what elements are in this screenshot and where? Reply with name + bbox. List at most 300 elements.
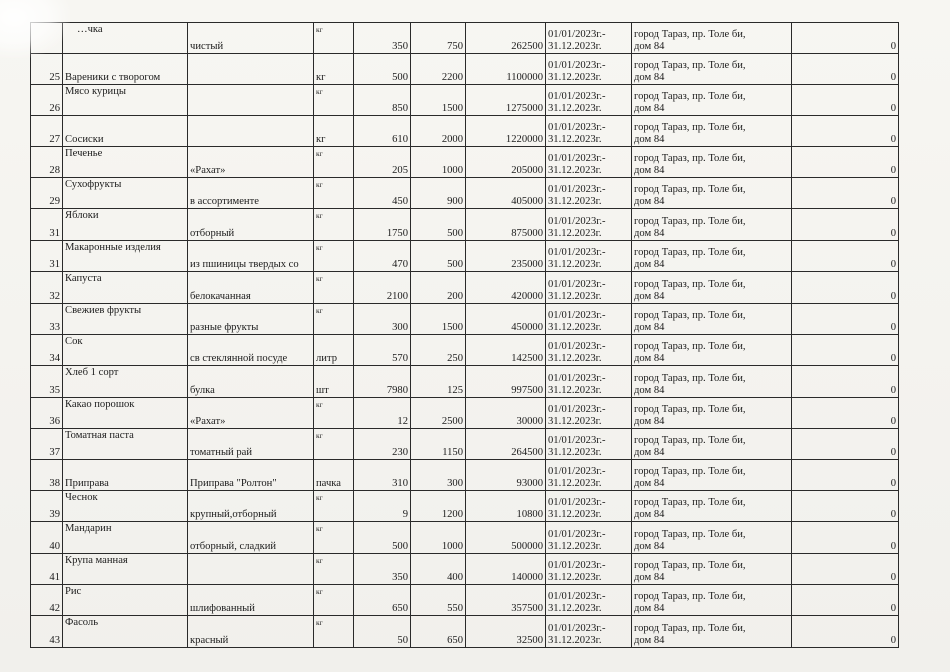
quantity: 50	[397, 634, 408, 646]
period-to: 31.12.2023г.	[548, 164, 602, 176]
table-row	[31, 303, 899, 334]
address-line-2: дом 84	[634, 603, 665, 615]
row-number-cell	[31, 490, 63, 521]
unit-cell	[314, 23, 354, 54]
row-number-cell	[31, 54, 63, 84]
total-cell	[466, 397, 546, 428]
period-cell	[546, 460, 632, 490]
total-cell	[466, 460, 546, 490]
row-number: 27	[49, 133, 60, 145]
address-cell	[632, 522, 792, 553]
price: 125	[447, 384, 463, 396]
period-to: 31.12.2023г.	[548, 227, 602, 239]
item-name-cell	[63, 146, 188, 177]
price-cell	[411, 84, 466, 115]
address-line-1: город Тараз, пр. Толе би,	[634, 91, 746, 103]
item-description-cell	[188, 460, 314, 490]
unit: литр	[316, 353, 338, 365]
item-name: Свежиев фрукты	[65, 304, 142, 316]
period-cell	[546, 272, 632, 303]
row-number: 25	[49, 71, 60, 83]
period-from: 01/01/2023г.-	[548, 497, 606, 509]
item-description: «Рахат»	[190, 164, 226, 176]
amount: 0	[890, 321, 896, 333]
total: 235000	[511, 259, 543, 271]
amount-cell	[792, 177, 899, 208]
table-row	[31, 23, 899, 54]
quantity-cell	[354, 209, 411, 240]
address-line-1: город Тараз, пр. Толе би,	[634, 560, 746, 572]
quantity: 350	[392, 41, 408, 53]
item-description-cell	[188, 177, 314, 208]
price-cell	[411, 272, 466, 303]
row-number-cell	[31, 522, 63, 553]
quantity: 470	[392, 259, 408, 271]
address-cell	[632, 240, 792, 271]
quantity-cell	[354, 460, 411, 490]
address-cell	[632, 334, 792, 365]
price-cell	[411, 334, 466, 365]
unit: пачка	[316, 477, 341, 489]
address-line-2: дом 84	[634, 227, 665, 239]
price-cell	[411, 429, 466, 460]
total-cell	[466, 177, 546, 208]
address-line-2: дом 84	[634, 164, 665, 176]
quantity-cell	[354, 553, 411, 584]
row-number-cell	[31, 84, 63, 115]
row-number: 39	[49, 509, 60, 521]
address-cell	[632, 177, 792, 208]
address-cell	[632, 54, 792, 84]
row-number-cell	[31, 334, 63, 365]
unit-cell	[314, 460, 354, 490]
unit: шт	[316, 384, 329, 396]
address-cell	[632, 116, 792, 146]
item-description: крупный,отборный	[190, 509, 277, 521]
amount-cell	[792, 54, 899, 84]
table-row	[31, 116, 899, 146]
quantity: 310	[392, 477, 408, 489]
table-row	[31, 272, 899, 303]
item-description: в ассортименте	[190, 196, 259, 208]
total: 1220000	[505, 133, 543, 145]
item-name: Крупа манная	[65, 554, 128, 566]
item-name-cell	[63, 54, 188, 84]
price-cell	[411, 177, 466, 208]
unit-cell	[314, 272, 354, 303]
unit: кг	[316, 524, 323, 534]
item-name: Фасоль	[65, 617, 99, 629]
quantity: 2100	[386, 290, 408, 302]
period-cell	[546, 177, 632, 208]
item-name-cell	[63, 460, 188, 490]
quantity-cell	[354, 146, 411, 177]
quantity-cell	[354, 23, 411, 54]
item-name-cell	[63, 522, 188, 553]
row-number: 43	[49, 634, 60, 646]
item-name-cell	[63, 397, 188, 428]
address-line-1: город Тараз, пр. Толе би,	[634, 184, 746, 196]
item-description-cell	[188, 490, 314, 521]
period-cell	[546, 585, 632, 616]
address-line-2: дом 84	[634, 71, 665, 83]
period-cell	[546, 209, 632, 240]
item-name-cell	[63, 490, 188, 521]
quantity-cell	[354, 54, 411, 84]
row-number: 37	[49, 447, 60, 459]
address-line-2: дом 84	[634, 477, 665, 489]
address-cell	[632, 84, 792, 115]
price-cell	[411, 490, 466, 521]
amount-cell	[792, 84, 899, 115]
row-number: 38	[49, 477, 60, 489]
row-number-cell	[31, 146, 63, 177]
item-description-cell	[188, 397, 314, 428]
price-cell	[411, 146, 466, 177]
row-number-cell	[31, 177, 63, 208]
table-row	[31, 397, 899, 428]
amount-cell	[792, 116, 899, 146]
price-cell	[411, 54, 466, 84]
unit: кг	[316, 211, 323, 221]
row-number-cell	[31, 240, 63, 271]
amount-cell	[792, 397, 899, 428]
price-cell	[411, 23, 466, 54]
period-cell	[546, 616, 632, 647]
period-from: 01/01/2023г.-	[548, 560, 606, 572]
table-row	[31, 490, 899, 521]
table-row	[31, 240, 899, 271]
address-line-1: город Тараз, пр. Толе би,	[634, 341, 746, 353]
unit: кг	[316, 492, 323, 502]
amount: 0	[890, 384, 896, 396]
quantity: 500	[392, 540, 408, 552]
total: 93000	[516, 477, 543, 489]
amount: 0	[890, 71, 896, 83]
period-from: 01/01/2023г.-	[548, 91, 606, 103]
period-from: 01/01/2023г.-	[548, 404, 606, 416]
unit: кг	[316, 274, 323, 284]
amount: 0	[890, 634, 896, 646]
amount-cell	[792, 23, 899, 54]
period-to: 31.12.2023г.	[548, 447, 602, 459]
address-line-2: дом 84	[634, 41, 665, 53]
address-line-1: город Тараз, пр. Толе би,	[634, 435, 746, 447]
address-cell	[632, 303, 792, 334]
amount-cell	[792, 303, 899, 334]
row-number: 32	[49, 290, 60, 302]
row-number-cell	[31, 429, 63, 460]
amount-cell	[792, 366, 899, 397]
total-cell	[466, 553, 546, 584]
item-description: св стеклянной посуде	[190, 353, 288, 365]
item-description-cell	[188, 272, 314, 303]
item-name-cell	[63, 616, 188, 647]
price: 200	[447, 290, 463, 302]
address-line-1: город Тараз, пр. Толе би,	[634, 528, 746, 540]
total: 1275000	[505, 103, 543, 115]
period-to: 31.12.2023г.	[548, 41, 602, 53]
item-description-cell	[188, 522, 314, 553]
total: 205000	[511, 164, 543, 176]
item-description-cell	[188, 23, 314, 54]
period-cell	[546, 240, 632, 271]
row-number-cell	[31, 553, 63, 584]
quantity: 12	[397, 416, 408, 428]
row-number-cell	[31, 397, 63, 428]
period-from: 01/01/2023г.-	[548, 247, 606, 259]
item-description-cell	[188, 303, 314, 334]
total: 405000	[511, 196, 543, 208]
address-line-1: город Тараз, пр. Толе би,	[634, 622, 746, 634]
price: 1000	[441, 164, 463, 176]
address-line-1: город Тараз, пр. Толе би,	[634, 465, 746, 477]
item-description: отборный, сладкий	[190, 540, 277, 552]
unit: кг	[316, 148, 323, 158]
item-description: шлифованный	[190, 603, 255, 615]
price: 550	[447, 603, 463, 615]
row-number: 36	[49, 416, 60, 428]
table-row	[31, 460, 899, 490]
address-line-2: дом 84	[634, 353, 665, 365]
quantity-cell	[354, 240, 411, 271]
item-description-cell	[188, 616, 314, 647]
address-line-1: город Тараз, пр. Толе би,	[634, 591, 746, 603]
row-number: 42	[49, 603, 60, 615]
unit-cell	[314, 303, 354, 334]
table-row	[31, 429, 899, 460]
period-from: 01/01/2023г.-	[548, 372, 606, 384]
amount-cell	[792, 429, 899, 460]
table-row	[31, 84, 899, 115]
amount-cell	[792, 553, 899, 584]
price-cell	[411, 209, 466, 240]
address-line-2: дом 84	[634, 447, 665, 459]
row-number: 33	[49, 321, 60, 333]
address-line-1: город Тараз, пр. Толе би,	[634, 404, 746, 416]
item-name-cell	[63, 240, 188, 271]
quantity-cell	[354, 585, 411, 616]
quantity-cell	[354, 522, 411, 553]
unit: кг	[316, 133, 326, 145]
procurement-table-body	[31, 23, 899, 648]
period-cell	[546, 146, 632, 177]
period-from: 01/01/2023г.-	[548, 465, 606, 477]
unit-cell	[314, 522, 354, 553]
period-cell	[546, 303, 632, 334]
period-to: 31.12.2023г.	[548, 603, 602, 615]
item-description: из пшиницы твердых со	[190, 259, 299, 271]
amount: 0	[890, 477, 896, 489]
unit-cell	[314, 240, 354, 271]
period-cell	[546, 54, 632, 84]
quantity-cell	[354, 334, 411, 365]
quantity-cell	[354, 272, 411, 303]
period-from: 01/01/2023г.-	[548, 59, 606, 71]
item-description-cell	[188, 209, 314, 240]
total: 420000	[511, 290, 543, 302]
total-cell	[466, 616, 546, 647]
unit-cell	[314, 429, 354, 460]
item-description: разные фрукты	[190, 321, 259, 333]
quantity-cell	[354, 116, 411, 146]
price-cell	[411, 616, 466, 647]
address-line-1: город Тараз, пр. Толе би,	[634, 278, 746, 290]
period-to: 31.12.2023г.	[548, 384, 602, 396]
unit-cell	[314, 397, 354, 428]
address-line-2: дом 84	[634, 509, 665, 521]
price-cell	[411, 460, 466, 490]
quantity: 500	[392, 71, 408, 83]
total-cell	[466, 366, 546, 397]
period-to: 31.12.2023г.	[548, 416, 602, 428]
amount: 0	[890, 196, 896, 208]
item-description-cell	[188, 146, 314, 177]
price: 1200	[441, 509, 463, 521]
total-cell	[466, 334, 546, 365]
period-to: 31.12.2023г.	[548, 290, 602, 302]
total-cell	[466, 522, 546, 553]
total-cell	[466, 116, 546, 146]
item-description: томатный рай	[190, 447, 253, 459]
quantity: 650	[392, 603, 408, 615]
item-description-cell	[188, 54, 314, 84]
period-to: 31.12.2023г.	[548, 572, 602, 584]
item-description: Приправа "Ролтон"	[190, 477, 277, 489]
quantity: 9	[402, 509, 408, 521]
amount: 0	[890, 603, 896, 615]
quantity-cell	[354, 84, 411, 115]
period-to: 31.12.2023г.	[548, 477, 602, 489]
address-cell	[632, 429, 792, 460]
amount: 0	[890, 509, 896, 521]
amount-cell	[792, 240, 899, 271]
period-cell	[546, 429, 632, 460]
quantity-cell	[354, 366, 411, 397]
address-line-1: город Тараз, пр. Толе би,	[634, 59, 746, 71]
address-line-1: город Тараз, пр. Толе би,	[634, 121, 746, 133]
price: 250	[447, 353, 463, 365]
amount: 0	[890, 447, 896, 459]
unit-cell	[314, 334, 354, 365]
item-name: Макаронные изделия	[65, 241, 161, 253]
price-cell	[411, 397, 466, 428]
unit: кг	[316, 71, 326, 83]
address-cell	[632, 146, 792, 177]
price: 1500	[441, 321, 463, 333]
amount-cell	[792, 522, 899, 553]
quantity-cell	[354, 616, 411, 647]
address-line-2: дом 84	[634, 416, 665, 428]
item-description: красный	[190, 634, 229, 646]
amount-cell	[792, 585, 899, 616]
quantity: 300	[392, 321, 408, 333]
amount: 0	[890, 353, 896, 365]
unit-cell	[314, 146, 354, 177]
amount: 0	[890, 103, 896, 115]
price: 900	[447, 196, 463, 208]
total: 140000	[511, 572, 543, 584]
price: 1500	[441, 103, 463, 115]
item-name: Чеснок	[65, 491, 98, 503]
amount-cell	[792, 272, 899, 303]
item-name: Сосиски	[65, 133, 104, 145]
period-to: 31.12.2023г.	[548, 133, 602, 145]
item-name: Печенье	[65, 147, 103, 159]
address-line-1: город Тараз, пр. Толе би,	[634, 29, 746, 41]
unit-cell	[314, 84, 354, 115]
price: 500	[447, 227, 463, 239]
period-cell	[546, 334, 632, 365]
quantity-cell	[354, 303, 411, 334]
unit-cell	[314, 585, 354, 616]
total: 997500	[511, 384, 543, 396]
address-cell	[632, 366, 792, 397]
price-cell	[411, 366, 466, 397]
item-description-cell	[188, 240, 314, 271]
table-row	[31, 522, 899, 553]
row-number-cell	[31, 209, 63, 240]
unit: кг	[316, 242, 323, 252]
table-row	[31, 585, 899, 616]
table-row	[31, 146, 899, 177]
table-row	[31, 616, 899, 647]
period-to: 31.12.2023г.	[548, 259, 602, 271]
item-description-cell	[188, 585, 314, 616]
quantity: 1750	[386, 227, 408, 239]
unit: кг	[316, 305, 323, 315]
amount-cell	[792, 209, 899, 240]
table-row	[31, 209, 899, 240]
address-line-2: дом 84	[634, 290, 665, 302]
period-cell	[546, 553, 632, 584]
quantity: 7980	[386, 384, 408, 396]
item-name: Рис	[65, 586, 82, 598]
address-line-2: дом 84	[634, 384, 665, 396]
price-cell	[411, 585, 466, 616]
total-cell	[466, 429, 546, 460]
row-number-cell	[31, 616, 63, 647]
period-cell	[546, 490, 632, 521]
row-number: 31	[49, 227, 60, 239]
row-number: 31	[49, 259, 60, 271]
item-description: булка	[190, 384, 215, 396]
total: 875000	[511, 227, 543, 239]
item-description-cell	[188, 334, 314, 365]
unit: кг	[316, 179, 323, 189]
price: 750	[447, 41, 463, 53]
period-from: 01/01/2023г.-	[548, 341, 606, 353]
address-cell	[632, 272, 792, 303]
period-to: 31.12.2023г.	[548, 540, 602, 552]
total-cell	[466, 303, 546, 334]
quantity-cell	[354, 177, 411, 208]
address-cell	[632, 490, 792, 521]
item-name: Капуста	[65, 273, 102, 285]
total: 264500	[511, 447, 543, 459]
unit-cell	[314, 616, 354, 647]
item-name: Какао порошок	[65, 398, 135, 410]
table-row	[31, 177, 899, 208]
total: 32500	[516, 634, 543, 646]
address-cell	[632, 397, 792, 428]
total: 1100000	[506, 71, 543, 83]
period-from: 01/01/2023г.-	[548, 184, 606, 196]
item-description-cell	[188, 84, 314, 115]
item-name-cell	[63, 23, 188, 54]
amount: 0	[890, 259, 896, 271]
address-cell	[632, 553, 792, 584]
